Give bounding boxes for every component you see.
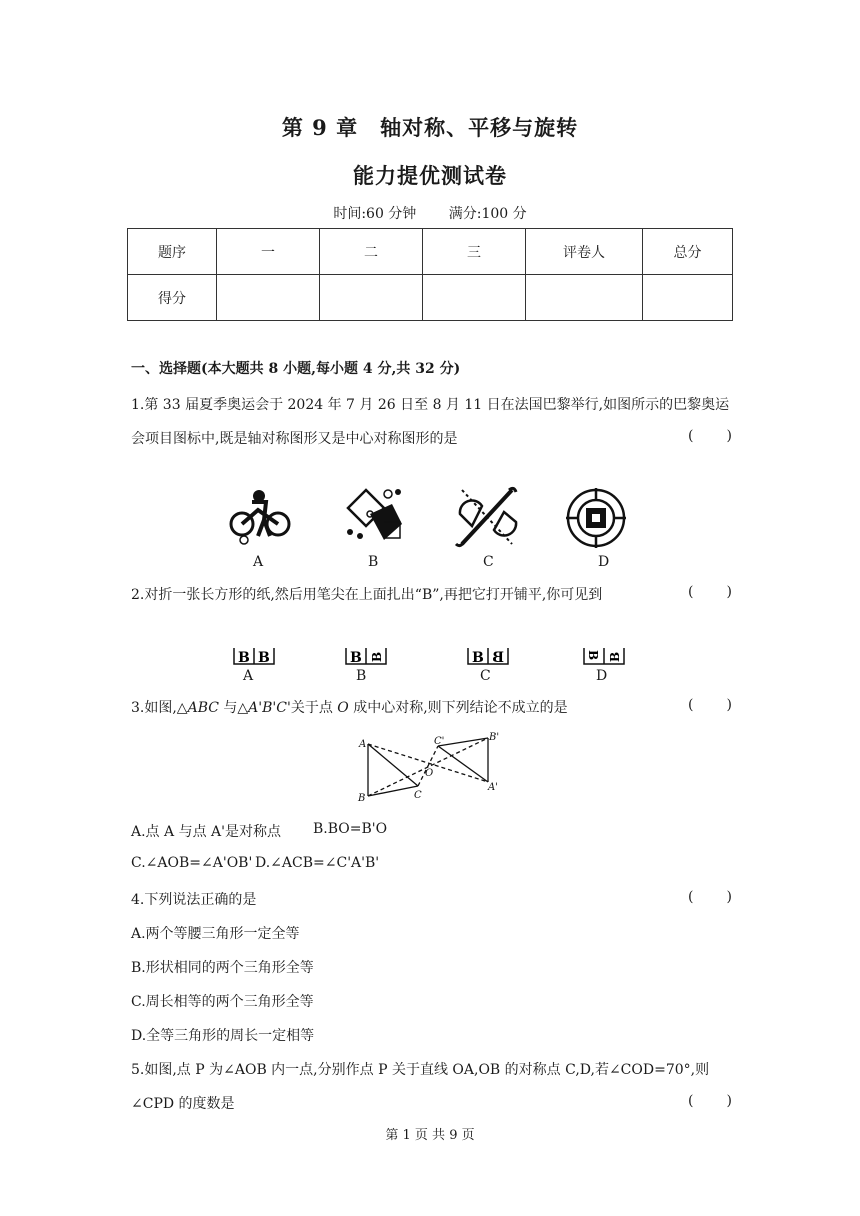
score-input-cell[interactable]	[217, 275, 320, 321]
svg-text:B: B	[608, 651, 622, 662]
score-input-cell[interactable]	[320, 275, 423, 321]
answer-bracket[interactable]: ( )	[688, 889, 732, 905]
exam-meta	[0, 203, 860, 223]
q4-option-c: C.周长相等的两个三角形全等	[131, 994, 314, 1010]
page-footer: 第 1 页 共 9 页	[385, 1128, 475, 1143]
q1-olympic-icons	[222, 486, 642, 572]
q4-option-d: D.全等三角形的周长一定相等	[131, 1028, 315, 1044]
answer-bracket[interactable]: ( )	[688, 428, 732, 444]
q2-text: 2.对折一张长方形的纸,然后用笔尖在上面扎出“B”,再把它打开铺平,你可见到	[131, 587, 603, 603]
point-label-b: B	[358, 793, 366, 804]
q5-text-line2: ∠CPD 的度数是	[131, 1096, 235, 1112]
table-cell: 一	[217, 229, 320, 275]
point-label-c: C	[414, 790, 422, 801]
table-cell: 总分	[643, 229, 733, 275]
table-cell: 得分	[128, 275, 217, 321]
table-cell: 评卷人	[526, 229, 643, 275]
icon-option-a[interactable]	[231, 490, 289, 544]
paper-option-c[interactable]	[468, 648, 508, 666]
point-label-a: A	[359, 739, 367, 750]
point-label-a-prime: A'	[488, 782, 498, 793]
table-row	[128, 275, 733, 321]
point-label-o: O	[425, 768, 434, 779]
full-score: 满分:100 分	[448, 206, 527, 222]
q1-text-line1: 1.第 33 届夏季奥运会于 2024 年 7 月 26 日至 8 月 11 日在法国巴黎举行,如图所示的巴黎奥运	[131, 397, 730, 413]
option-label-b: B	[356, 668, 367, 684]
score-input-cell[interactable]	[643, 275, 733, 321]
svg-text:B: B	[350, 650, 362, 666]
icon-option-b[interactable]	[347, 489, 402, 540]
icon-option-d[interactable]	[566, 488, 626, 548]
answer-bracket[interactable]: ( )	[688, 1093, 732, 1109]
option-label-c: C	[480, 668, 491, 684]
q5-text-line1: 5.如图,点 P 为∠AOB 内一点,分别作点 P 关于直线 OA,OB 的对称点 C,D,若∠COD=70°,则	[131, 1062, 710, 1078]
q3-option-c: C.∠AOB=∠A'OB'	[131, 855, 253, 871]
section-heading: 一、选择题(本大题共 8 小题,每小题 4 分,共 32 分)	[131, 361, 461, 377]
time-limit: 时间:60 分钟	[333, 206, 417, 222]
svg-text:B: B	[238, 650, 250, 666]
q1-text-line2: 会项目图标中,既是轴对称图形又是中心对称图形的是	[131, 431, 458, 447]
icon-option-c[interactable]	[456, 488, 516, 545]
q4-option-a: A.两个等腰三角形一定全等	[131, 926, 300, 942]
score-table	[127, 228, 733, 321]
point-label-c-prime: C'	[434, 736, 445, 747]
paper-option-b[interactable]	[346, 648, 386, 666]
page-title: 第 9 章 轴对称、平移与旋转	[281, 115, 579, 140]
score-input-cell[interactable]	[423, 275, 526, 321]
q3-text: 3.如图,△ABC 与△A'B'C'关于点 O 成中心对称,则下列结论不成立的是	[131, 700, 568, 716]
table-cell: 题序	[128, 229, 217, 275]
option-label-c: C	[483, 554, 494, 570]
q4-text: 4.下列说法正确的是	[131, 892, 257, 908]
svg-text:B: B	[258, 650, 270, 666]
svg-text:B: B	[492, 650, 504, 666]
paper-option-a[interactable]	[234, 648, 274, 666]
svg-text:B: B	[472, 650, 484, 666]
option-label-d: D	[596, 668, 608, 684]
option-label-b: B	[368, 554, 379, 570]
q3-option-b: B.BO=B'O	[313, 821, 388, 837]
svg-text:B: B	[586, 650, 600, 661]
svg-text:B: B	[370, 651, 384, 662]
table-row	[128, 229, 733, 275]
q2-paper-options	[230, 644, 640, 670]
table-cell: 二	[320, 229, 423, 275]
paper-option-d[interactable]	[584, 648, 624, 664]
option-label-d: D	[598, 554, 610, 570]
option-label-a: A	[243, 668, 254, 684]
score-input-cell[interactable]	[526, 275, 643, 321]
table-cell: 三	[423, 229, 526, 275]
page-subtitle: 能力提优测试卷	[353, 163, 507, 188]
q4-option-b: B.形状相同的两个三角形全等	[131, 960, 314, 976]
option-label-a: A	[253, 554, 264, 570]
answer-bracket[interactable]: ( )	[688, 584, 732, 600]
q3-symmetry-figure	[350, 730, 510, 806]
q3-option-d: D.∠ACB=∠C'A'B'	[255, 855, 380, 871]
answer-bracket[interactable]: ( )	[688, 697, 732, 713]
q3-option-a: A.点 A 与点 A'是对称点	[131, 824, 281, 840]
point-label-b-prime: B'	[489, 732, 500, 743]
